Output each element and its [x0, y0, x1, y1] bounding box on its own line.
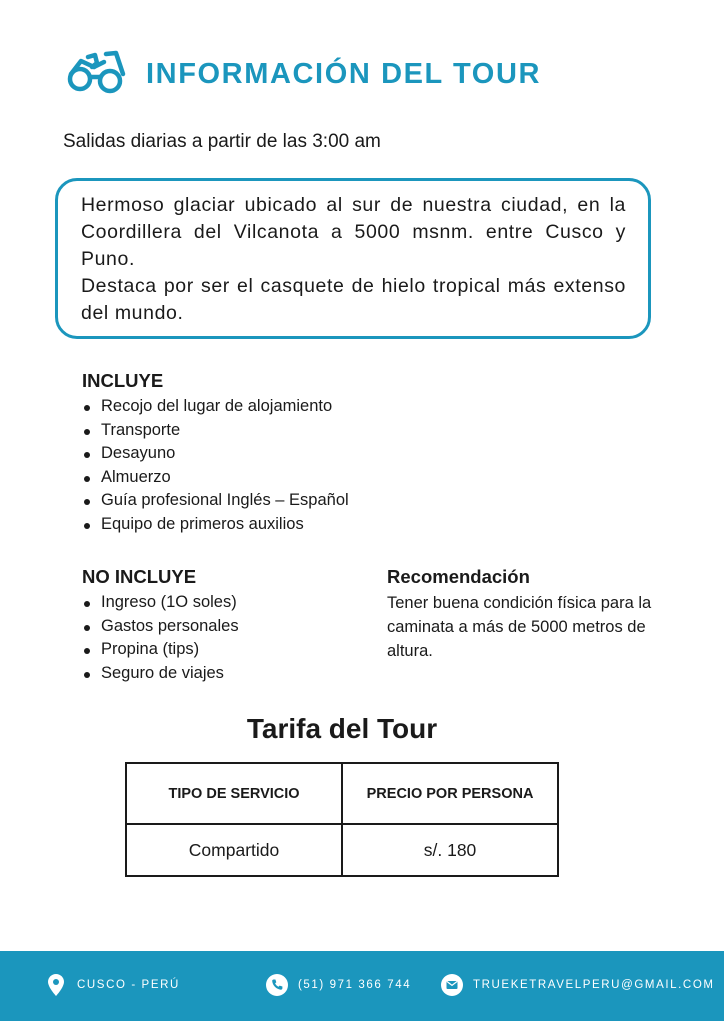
column-header-price: PRECIO POR PERSONA — [342, 763, 558, 824]
list-item: Gastos personales — [82, 615, 239, 639]
table-row — [126, 824, 558, 876]
pricing-table — [125, 762, 559, 877]
recommendation-section — [387, 566, 657, 663]
recommendation-text: Tener buena condición física para la caminata a más de 5000 metros de altura. — [387, 594, 652, 660]
binoculars-icon — [66, 50, 126, 99]
footer-location-text: CUSCO - PERÚ — [77, 979, 180, 991]
recommendation-heading: Recomendación — [387, 566, 530, 587]
description-box — [55, 178, 651, 339]
location-pin-icon — [45, 973, 67, 997]
phone-icon — [266, 973, 288, 997]
includes-list — [82, 395, 349, 537]
excludes-list — [82, 591, 239, 685]
pricing-title: Tarifa del Tour — [246, 713, 438, 744]
excludes-heading: NO INCLUYE — [82, 566, 197, 587]
cell-price: s/. 180 — [342, 824, 558, 876]
list-item: Equipo de primeros auxilios — [82, 513, 349, 537]
footer-email[interactable] — [441, 973, 715, 997]
list-item: Seguro de viajes — [82, 662, 239, 686]
description-paragraph-2: Destaca por ser el casquete de hielo tropical más extenso del mundo. — [81, 275, 626, 324]
page-title: INFORMACIÓN DEL TOUR — [146, 58, 542, 90]
header — [66, 50, 541, 99]
list-item: Ingreso (1O soles) — [82, 591, 239, 615]
departure-schedule: Salidas diarias a partir de las 3:00 am — [63, 131, 381, 152]
includes-section — [82, 370, 349, 537]
footer-phone-text: (51) 971 366 744 — [298, 979, 412, 991]
mail-icon — [441, 973, 463, 997]
table-header-row — [126, 763, 558, 824]
list-item: Recojo del lugar de alojamiento — [82, 395, 349, 419]
footer-location — [45, 973, 180, 997]
footer-email-text: TRUEKETRAVELPERU@GMAIL.COM — [473, 979, 715, 991]
description-paragraph-1: Hermoso glaciar ubicado al sur de nuestra ciudad, en la Coordillera del Vilcanota a 5000 msnm. entre Cusco y Puno. — [81, 194, 626, 270]
includes-heading: INCLUYE — [82, 370, 164, 391]
cell-service-type: Compartido — [126, 824, 342, 876]
list-item: Propina (tips) — [82, 638, 239, 662]
excludes-section — [82, 566, 239, 685]
column-header-service-type: TIPO DE SERVICIO — [126, 763, 342, 824]
list-item: Guía profesional Inglés – Español — [82, 489, 349, 513]
list-item: Almuerzo — [82, 466, 349, 490]
footer-phone[interactable] — [266, 973, 411, 997]
footer — [0, 951, 724, 1021]
list-item: Transporte — [82, 419, 349, 443]
list-item: Desayuno — [82, 442, 349, 466]
